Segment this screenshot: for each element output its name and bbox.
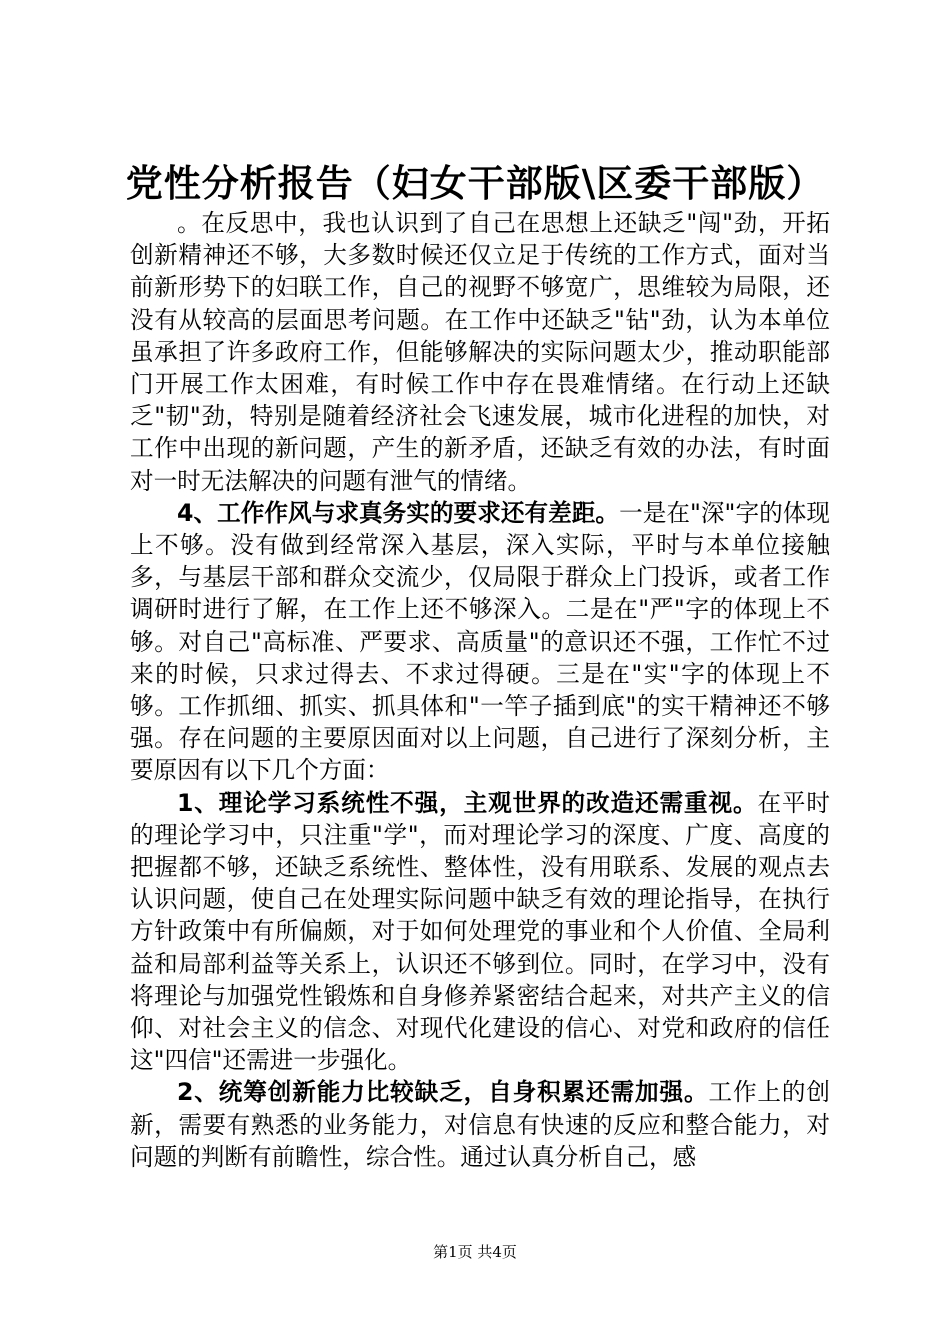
paragraph-text: 工作上的创新，需要有熟悉的业务能力，对信息有快速的反应和整合能力，对问题的判断有前瞻性，综合性。通过认真分析自己，感: [130, 1078, 830, 1171]
paragraph-text: 一是在"深"字的体现上不够。没有做到经常深入基层，深入实际，平时与本单位接触多，与基层干部和群众交流少，仅局限于群众上门投诉，或者工作调研时进行了解，在工作上还不够深入。二是在"严"字的体现上不够。对自己"高标准、严要求、高质量"的意识还不强，工作忙不过来的时候，只求过得去、不求过得硬。三是在"实"字的体现上不够。工作抓细、抓实、抓具体和"一竿子插到底"的实干精神还不够强。存在问题的主要原因面对以上问题，自己进行了深刻分析，主要原因有以下几个方面：: [130, 498, 830, 785]
paragraph-1: [130, 207, 830, 497]
paragraph-4: [130, 1076, 830, 1173]
paragraph-text: 。在反思中，我也认识到了自己在思想上还缺乏"闯"劲，开拓创新精神还不够，大多数时候还仅立足于传统的工作方式，面对当前新形势下的妇联工作，自己的视野不够宽广，思维较为局限，还没有从较高的层面思考问题。在工作中还缺乏"钻"劲，认为本单位虽承担了许多政府工作，但能够解决的实际问题太少，推动职能部门开展工作太困难，有时候工作中存在畏难情绪。在行动上还缺乏"韧"劲，特别是随着经济社会飞速发展，城市化进程的加快，对工作中出现的新问题，产生的新矛盾，还缺乏有效的办法，有时面对一时无法解决的问题有泄气的情绪。: [130, 209, 830, 495]
paragraph-heading: 1、理论学习系统性不强，主观世界的改造还需重视。: [177, 788, 758, 817]
paragraph-3: [130, 787, 830, 1077]
paragraph-heading: 2、统筹创新能力比较缺乏，自身积累还需加强。: [177, 1078, 709, 1107]
page-footer: 第1页 共4页: [433, 1243, 517, 1261]
document-title: 党性分析报告（妇女干部版\区委干部版）: [125, 161, 825, 205]
paragraph-text: 在平时的理论学习中，只注重"学"，而对理论学习的深度、广度、高度的把握都不够，还缺乏系统性、整体性，没有用联系、发展的观点去认识问题，使自己在处理实际问题中缺乏有效的理论指导，在执行方针政策中有所偏颇，对于如何处理党的事业和个人价值、全局利益和局部利益等关系上，认识还不够到位。同时，在学习中，没有将理论与加强党性锻炼和自身修养紧密结合起来，对共产主义的信仰、对社会主义的信念、对现代化建设的信心、对党和政府的信任这"四信"还需进一步强化。: [130, 788, 830, 1075]
document-body: [130, 207, 830, 1173]
paragraph-heading: 4、工作作风与求真务实的要求还有差距。: [177, 498, 620, 527]
paragraph-2: [130, 497, 830, 787]
